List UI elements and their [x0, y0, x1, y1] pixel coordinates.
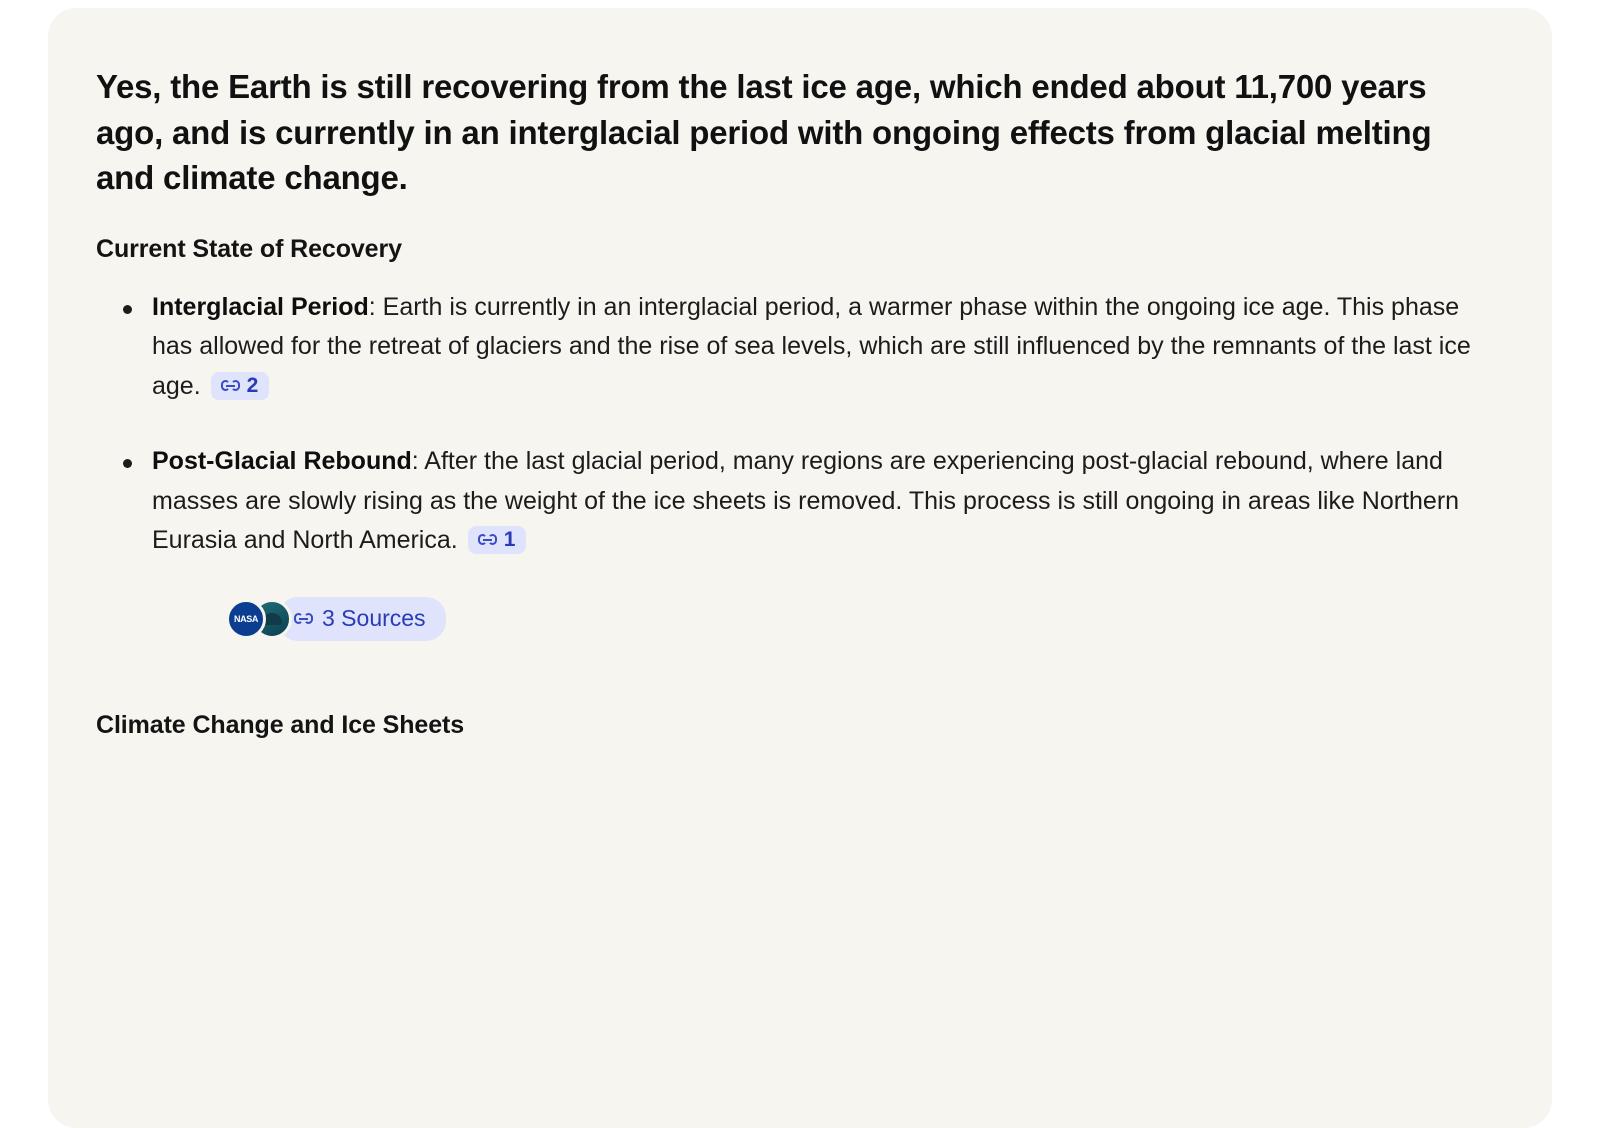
list-item: [96, 442, 1492, 561]
recovery-bullet-list: [96, 288, 1492, 561]
link-icon: [478, 533, 497, 546]
nasa-logo-icon: NASA: [234, 613, 258, 624]
link-icon: [294, 612, 313, 625]
bullet-body-text: : Earth is currently in an interglacial period, a warmer phase within the ongoing ice age. This phase has allowed for the retreat of glaciers and the rise of sea levels, which are still influenced by the remnants of the last ice age.: [152, 292, 1471, 400]
citation-chip[interactable]: [211, 372, 270, 400]
section-heading-climate-change: Climate Change and Ice Sheets: [96, 710, 465, 739]
bullet-lead-label: Post-Glacial Rebound: [152, 447, 412, 476]
section-heading-current-state: Current State of Recovery: [96, 234, 402, 263]
answer-headline: Yes, the Earth is still recovering from the last ice age, which ended about 11,700 years ago, and is currently in an interglacial period with ongoing effects from glacial melting and climate change.: [96, 68, 1432, 197]
link-icon: [221, 379, 240, 392]
sources-button[interactable]: [278, 597, 446, 641]
answer-card: [48, 8, 1552, 1128]
citation-chip[interactable]: [468, 526, 527, 554]
sources-row: [226, 597, 1492, 641]
list-item: [96, 288, 1492, 407]
bullet-lead-label: Interglacial Period: [152, 292, 369, 321]
citation-count: 1: [503, 528, 516, 552]
bullet-body-text: : After the last glacial period, many regions are experiencing post-glacial rebound, where land masses are slowly rising as the weight of the ice sheets is removed. This process is still ongoing in areas like Northern Eurasia and North America.: [152, 447, 1460, 555]
citation-count: 2: [246, 373, 259, 397]
avatar: [226, 599, 266, 639]
sources-label: 3 Sources: [322, 604, 426, 631]
